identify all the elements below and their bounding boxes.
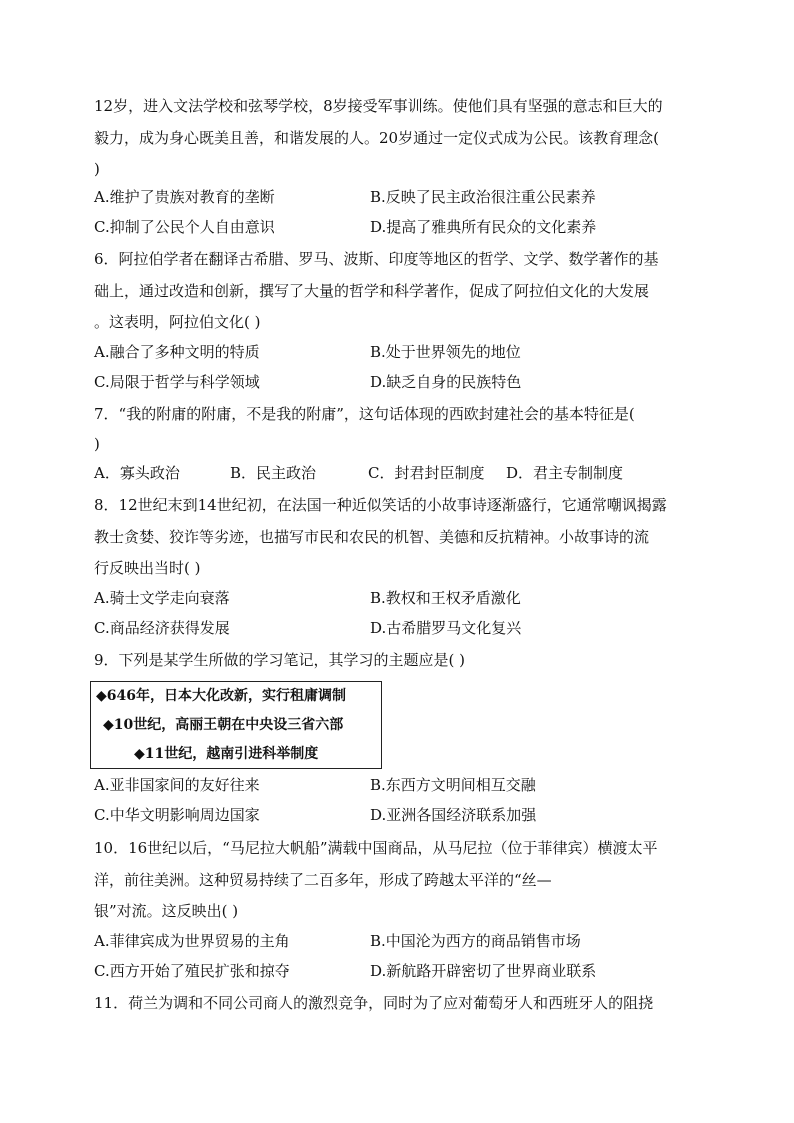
study-note-3: ◆11世纪，越南引进科举制度: [134, 746, 319, 762]
q9-option-a[interactable]: A.亚非国家间的友好往来: [94, 776, 260, 794]
q5-stem-line-3: ): [94, 160, 100, 178]
q7-stem-line-1: 7．“我的附庸的附庸，不是我的附庸”，这句话体现的西欧封建社会的基本特征是(: [94, 405, 635, 423]
q8-stem-line-1: 8．12世纪末到14世纪初，在法国一种近似笑话的小故事诗逐渐盛行，它通常嘲讽揭露: [94, 496, 667, 514]
q6-option-c[interactable]: C.局限于哲学与科学领域: [94, 373, 260, 391]
q10-option-a[interactable]: A.菲律宾成为世界贸易的主角: [94, 932, 290, 950]
q9-stem-line-1: 9．下列是某学生所做的学习笔记，其学习的主题应是( ): [94, 651, 466, 669]
q10-stem-line-2: 洋，前往美洲。这种贸易持续了二百多年，形成了跨越太平洋的“丝—: [94, 871, 552, 889]
q11-stem-line-1: 11．荷兰为调和不同公司商人的激烈竞争，同时为了应对葡萄牙人和西班牙人的阻挠: [94, 994, 654, 1012]
study-notes-box: [90, 681, 382, 769]
q6-stem-line-2: 础上，通过改造和创新，撰写了大量的哲学和科学著作，促成了阿拉伯文化的大发展: [94, 282, 650, 300]
q6-stem-line-3: 。这表明，阿拉伯文化( ): [94, 313, 261, 331]
q8-stem-line-3: 行反映出当时( ): [94, 559, 201, 577]
study-note-1: ◆646年，日本大化改新，实行租庸调制: [96, 688, 346, 704]
q7-option-c[interactable]: C．封君封臣制度: [368, 464, 485, 482]
q8-option-d[interactable]: D.古希腊罗马文化复兴: [370, 619, 522, 637]
q5-option-c[interactable]: C.抑制了公民个人自由意识: [94, 218, 275, 236]
q9-option-d[interactable]: D.亚洲各国经济联系加强: [370, 806, 537, 824]
q10-option-d[interactable]: D.新航路开辟密切了世界商业联系: [370, 962, 597, 980]
q9-option-c[interactable]: C.中华文明影响周边国家: [94, 806, 260, 824]
q5-stem-line-2: 毅力，成为身心既美且善，和谐发展的人。20岁通过一定仪式成为公民。该教育理念(: [94, 129, 659, 147]
q6-option-a[interactable]: A.融合了多种文明的特质: [94, 343, 260, 361]
q10-stem-line-1: 10．16世纪以后，“马尼拉大帆船”满载中国商品，从马尼拉（位于菲律宾）横渡太平: [94, 839, 658, 857]
q6-stem-line-1: 6．阿拉伯学者在翻译古希腊、罗马、波斯、印度等地区的哲学、文学、数学著作的基: [94, 250, 659, 268]
q6-option-b[interactable]: B.处于世界领先的地位: [370, 343, 521, 361]
q7-option-b[interactable]: B．民主政治: [230, 464, 317, 482]
q6-option-d[interactable]: D.缺乏自身的民族特色: [370, 373, 522, 391]
q8-option-a[interactable]: A.骑士文学走向衰落: [94, 589, 230, 607]
q7-option-d[interactable]: D．君主专制制度: [506, 464, 624, 482]
q10-option-b[interactable]: B.中国沦为西方的商品销售市场: [370, 932, 581, 950]
q8-option-b[interactable]: B.教权和王权矛盾激化: [370, 589, 521, 607]
q5-option-a[interactable]: A.维护了贵族对教育的垄断: [94, 188, 275, 206]
q8-stem-line-2: 教士贪婪、狡诈等劣迹，也描写市民和农民的机智、美德和反抗精神。小故事诗的流: [94, 528, 650, 546]
q10-stem-line-3: 银”对流。这反映出( ): [94, 902, 239, 920]
q7-stem-line-2: ): [94, 435, 100, 453]
q5-option-b[interactable]: B.反映了民主政治很注重公民素养: [370, 188, 596, 206]
q5-stem-line-1: 12岁，进入文法学校和弦琴学校，8岁接受军事训练。使他们具有坚强的意志和巨大的: [94, 97, 663, 115]
q10-option-c[interactable]: C.西方开始了殖民扩张和掠夺: [94, 962, 290, 980]
study-note-2: ◆10世纪，高丽王朝在中央设三省六部: [103, 717, 344, 733]
q5-option-d[interactable]: D.提高了雅典所有民众的文化素养: [370, 218, 597, 236]
q8-option-c[interactable]: C.商品经济获得发展: [94, 619, 230, 637]
q7-option-a[interactable]: A．寡头政治: [94, 464, 180, 482]
q9-option-b[interactable]: B.东西方文明间相互交融: [370, 776, 536, 794]
